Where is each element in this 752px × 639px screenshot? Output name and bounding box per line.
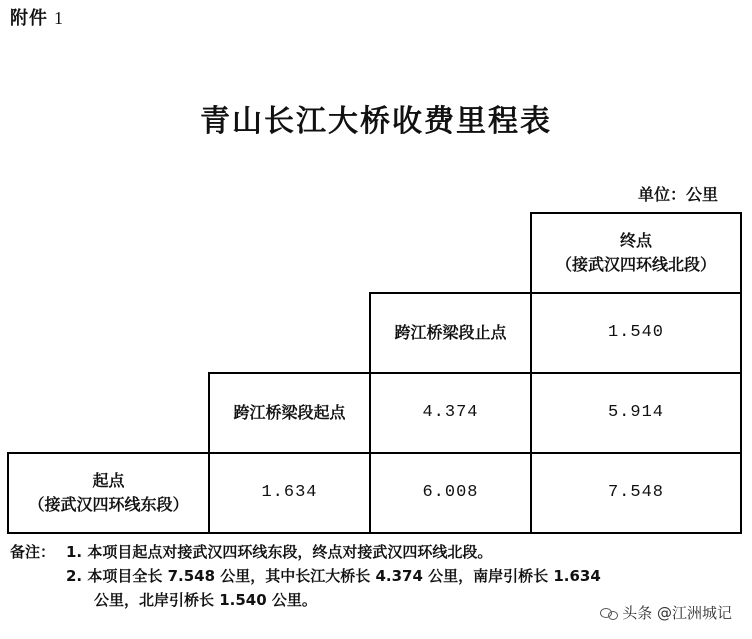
annex-label: [10, 4, 64, 30]
watermark: [600, 602, 732, 623]
cell-value: [530, 372, 742, 454]
chat-bubble-icon: [600, 606, 618, 620]
cell-value: [208, 452, 371, 534]
notes-label: 备注：: [10, 543, 56, 561]
cell-start-point: [7, 452, 210, 534]
note-row-1: [10, 540, 601, 564]
cell-bridge-end: [369, 292, 532, 374]
value-bridge-end-to-end: 1.540: [607, 323, 664, 342]
cell-value: [530, 452, 742, 534]
watermark-text: 头条 @江洲城记: [622, 604, 732, 622]
note-item-2b: 公里，北岸引桥长 1.540 公里。: [94, 591, 317, 609]
annex-text: 附件: [10, 8, 48, 29]
value-bridge-start-to-end: 5.914: [607, 403, 664, 422]
cell-value: [369, 452, 532, 534]
value-start-to-bridge-start: 1.634: [261, 483, 318, 502]
unit-label: 单位：公里: [637, 185, 718, 204]
start-point-subtitle: （接武汉四环线东段）: [28, 495, 189, 514]
start-point-title: 起点: [92, 471, 125, 490]
cell-value: [530, 292, 742, 374]
cell-end-point: [530, 212, 742, 294]
note-item-1: 1. 本项目起点对接武汉四环线东段，终点对接武汉四环线北段。: [66, 543, 493, 561]
cell-bridge-start: [208, 372, 371, 454]
bridge-end-label: 跨江桥梁段止点: [394, 323, 507, 342]
note-item-2a: 2. 本项目全长 7.548 公里，其中长江大桥长 4.374 公里，南岸引桥长 1.634: [66, 567, 601, 585]
value-start-to-end: 7.548: [607, 483, 664, 502]
notes: [10, 540, 601, 612]
annex-number: 1: [54, 8, 64, 28]
end-point-subtitle: （接武汉四环线北段）: [555, 255, 716, 274]
document-title: 青山长江大桥收费里程表: [200, 104, 552, 139]
note-row-3: [10, 588, 601, 612]
bridge-start-label: 跨江桥梁段起点: [233, 403, 346, 422]
cell-value: [369, 372, 532, 454]
end-point-title: 终点: [619, 231, 652, 250]
note-row-2: [10, 564, 601, 588]
value-start-to-bridge-end: 6.008: [422, 483, 479, 502]
value-bridge-start-to-bridge-end: 4.374: [422, 403, 479, 422]
